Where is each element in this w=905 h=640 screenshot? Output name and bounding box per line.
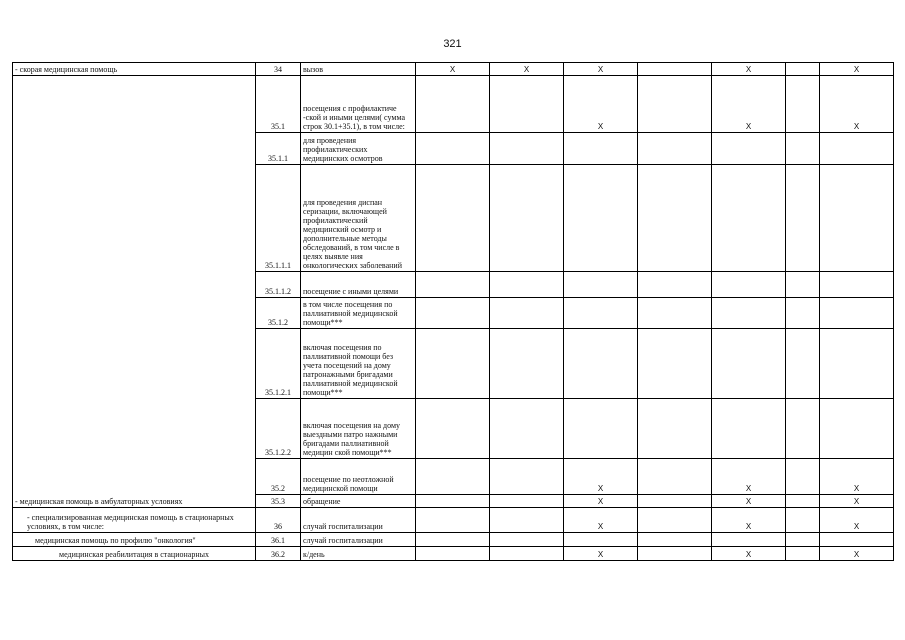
value-cell [638, 76, 712, 133]
value-cell [820, 272, 894, 298]
value-cell [638, 329, 712, 399]
row-code: 34 [256, 63, 301, 76]
value-cell [416, 298, 490, 329]
value-cell [638, 547, 712, 561]
unit-label: посещение с иными целями [301, 272, 416, 298]
value-cell [490, 329, 564, 399]
value-cell [786, 533, 820, 547]
value-cell: X [820, 547, 894, 561]
value-cell [638, 298, 712, 329]
value-cell [820, 533, 894, 547]
value-cell [786, 272, 820, 298]
unit-label: в том числе посещения по паллиативной медицинской помощи*** [301, 298, 416, 329]
value-cell [416, 329, 490, 399]
row-code: 35.2 [256, 459, 301, 495]
value-cell [564, 133, 638, 165]
value-cell [490, 533, 564, 547]
value-cell [820, 329, 894, 399]
unit-label: случай госпитализации [301, 508, 416, 533]
value-cell: X [820, 508, 894, 533]
table-row [13, 76, 894, 133]
row-code: 35.1.2.2 [256, 399, 301, 459]
value-cell: X [712, 76, 786, 133]
row-code: 35.1.2 [256, 298, 301, 329]
section-label: - медицинская помощь в амбулаторных условиях [13, 76, 256, 508]
value-cell [490, 459, 564, 495]
value-cell [416, 459, 490, 495]
unit-label: к/день [301, 547, 416, 561]
value-cell [786, 76, 820, 133]
value-cell [712, 533, 786, 547]
unit-label: посещение по неотложной медицинской помощи [301, 459, 416, 495]
value-cell [820, 165, 894, 272]
unit-label: посещения с профилактиче -ской и иными целями( сумма строк 30.1+35.1), в том числе: [301, 76, 416, 133]
value-cell [416, 495, 490, 508]
row-code: 35.1.1 [256, 133, 301, 165]
unit-label: обращение [301, 495, 416, 508]
value-cell: X [712, 63, 786, 76]
value-cell: X [564, 76, 638, 133]
value-cell [490, 399, 564, 459]
value-cell [712, 133, 786, 165]
value-cell [638, 63, 712, 76]
value-cell [490, 508, 564, 533]
value-cell [712, 329, 786, 399]
value-cell [820, 399, 894, 459]
value-cell [564, 272, 638, 298]
value-cell [786, 133, 820, 165]
value-cell: X [564, 495, 638, 508]
value-cell [490, 495, 564, 508]
table-row [13, 508, 894, 533]
value-cell [786, 298, 820, 329]
value-cell [564, 298, 638, 329]
value-cell [820, 298, 894, 329]
value-cell [786, 495, 820, 508]
value-cell: X [712, 459, 786, 495]
section-label: медицинская реабилитация в стационарных [13, 547, 256, 561]
value-cell: X [416, 63, 490, 76]
value-cell [786, 399, 820, 459]
value-cell: X [564, 547, 638, 561]
value-cell [564, 329, 638, 399]
row-code: 35.1.1.1 [256, 165, 301, 272]
value-cell [490, 298, 564, 329]
value-cell [416, 508, 490, 533]
value-cell [786, 508, 820, 533]
row-code: 36.1 [256, 533, 301, 547]
row-code: 35.1.1.2 [256, 272, 301, 298]
value-cell [786, 165, 820, 272]
value-cell: X [564, 63, 638, 76]
row-code: 36.2 [256, 547, 301, 561]
row-code: 35.1.2.1 [256, 329, 301, 399]
section-label: медицинская помощь по профилю "онкология" [13, 533, 256, 547]
value-cell [416, 76, 490, 133]
value-cell [638, 495, 712, 508]
value-cell: X [490, 63, 564, 76]
value-cell [638, 459, 712, 495]
unit-label: вызов [301, 63, 416, 76]
value-cell [820, 133, 894, 165]
value-cell [786, 547, 820, 561]
value-cell: X [712, 495, 786, 508]
value-cell: X [564, 459, 638, 495]
value-cell [564, 165, 638, 272]
value-cell [490, 165, 564, 272]
unit-label: случай госпитализации [301, 533, 416, 547]
table-row [13, 63, 894, 76]
unit-label: включая посещения на дому выездными патро нажными бригадами паллиативной медицин ской помощи*** [301, 399, 416, 459]
value-cell [638, 399, 712, 459]
unit-label: включая посещения по паллиативной помощи без учета посещений на дому патронажными бригадами паллиативной медицинской помощи*** [301, 329, 416, 399]
unit-label: для проведения диспан серизации, включающей профилактический медицинский осмотр и дополнительные методы обследований, в том числе в целях выявле ния онкологических заболеваний [301, 165, 416, 272]
table-row [13, 547, 894, 561]
value-cell [416, 133, 490, 165]
value-cell [416, 165, 490, 272]
value-cell [712, 165, 786, 272]
value-cell [638, 272, 712, 298]
value-cell [638, 133, 712, 165]
value-cell [638, 165, 712, 272]
value-cell [786, 329, 820, 399]
section-label: - специализированная медицинская помощь в стационарных условиях, в том числе: [13, 508, 256, 533]
row-code: 35.1 [256, 76, 301, 133]
value-cell [416, 399, 490, 459]
value-cell [712, 399, 786, 459]
value-cell: X [820, 63, 894, 76]
unit-label: для проведения профилактических медицинских осмотров [301, 133, 416, 165]
value-cell: X [820, 495, 894, 508]
value-cell [564, 533, 638, 547]
value-cell: X [712, 508, 786, 533]
data-table [12, 62, 894, 561]
value-cell: X [820, 76, 894, 133]
value-cell: X [564, 508, 638, 533]
value-cell [786, 459, 820, 495]
value-cell [490, 133, 564, 165]
table-row [13, 533, 894, 547]
value-cell: X [712, 547, 786, 561]
value-cell [490, 76, 564, 133]
page-number: 321 [443, 38, 462, 50]
value-cell [712, 298, 786, 329]
value-cell [416, 533, 490, 547]
value-cell [490, 272, 564, 298]
value-cell [638, 533, 712, 547]
value-cell [638, 508, 712, 533]
value-cell [416, 272, 490, 298]
value-cell [712, 272, 786, 298]
row-code: 35.3 [256, 495, 301, 508]
value-cell: X [820, 459, 894, 495]
row-code: 36 [256, 508, 301, 533]
section-label: - скорая медицинская помощь [13, 63, 256, 76]
value-cell [564, 399, 638, 459]
value-cell [490, 547, 564, 561]
value-cell [416, 547, 490, 561]
value-cell [786, 63, 820, 76]
